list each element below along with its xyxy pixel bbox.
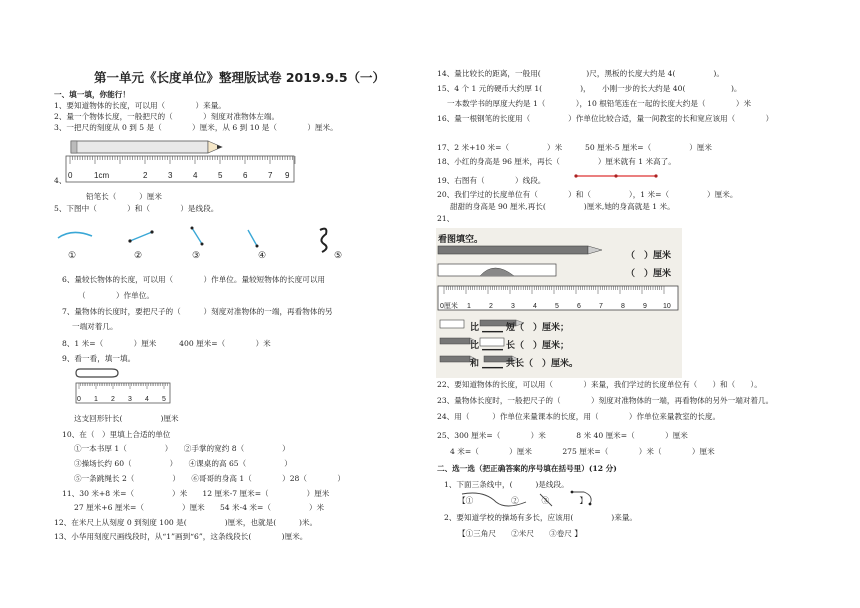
panel-ruler-digit: 6 — [577, 303, 581, 310]
question-1: 1、要知道物体的长度，可以用（ ）来量。 — [54, 101, 226, 110]
question-21: 21、 — [437, 214, 455, 223]
choice-question-2-options: 【①三角尺 ②米尺 ③卷尺 】 — [458, 529, 582, 538]
pencil-ruler-figure — [64, 136, 304, 186]
ruler-unit: 1cm — [94, 171, 110, 180]
section-one-heading: 一、填一填，你能行！ — [54, 90, 130, 99]
question-7: 7、量物体的长度时，要把尺子的（ ）刻度对准物体的一端，再看物体的另 — [62, 307, 333, 316]
question-7-cont: 一端对着几。 — [72, 322, 118, 331]
panel-row-longer: 比 ▁▁▁ 长（ ）厘米； — [470, 341, 570, 351]
line-number: ① — [68, 251, 77, 261]
question-13: 13、小华用刻度尺画线段时，从“1”画到“6”，这条线段长( )厘米。 — [54, 532, 308, 541]
section-two-heading: 二、选一选（把正确答案的序号填在括号里）(12 分) — [437, 464, 617, 473]
question-19: 19、右图有（ ）线段。 — [437, 176, 546, 185]
line-number: ③ — [192, 251, 201, 261]
choice-question-2: 2、要知道学校的操场有多长，应该用( )来量。 — [444, 513, 638, 522]
measure-figure-panel — [436, 228, 682, 378]
ruler-digit: 0 — [68, 171, 73, 180]
panel-ruler-digit: 1 — [467, 303, 471, 310]
clip-ruler-digit: 0 — [77, 396, 81, 403]
question-10: 10、在（ ）里填上合适的单位 — [62, 430, 171, 439]
question-16: 16、量一根钢笔的长度用（ ）作单位比较合适，量一间教室的长和宽应该用（ ） — [437, 114, 774, 123]
ruler-digit: 9 — [285, 171, 290, 180]
page-title: 第一单元《长度单位》整理版试卷 2019.9.5（一） — [94, 70, 386, 85]
question-15: 15、4 个 1 元的硬币大约厚 1( )， 小刚一步的长大约是 40( )。 — [437, 84, 742, 93]
ruler-digit: 2 — [143, 171, 148, 180]
question-22: 22、要知道物体的长度，可以用（ ）来量，我们学过的长度单位有（ ）和（ ）。 — [437, 380, 762, 389]
panel-ruler-digit: 7 — [599, 303, 603, 310]
panel-ruler-unit: 0厘米 — [440, 303, 458, 310]
question-11: 11、30 米+8 米=（ ）米 12 厘米-7 厘米=（ ）厘米 — [62, 489, 330, 498]
question-15-cont: 一本数学书的厚度大约是 1（ ），10 根铅笔连在一起的长度大约是（ ）米 — [447, 99, 752, 108]
question-20-cont: 甜甜的身高是 90 厘米,再长( )厘米,她的身高就是 1 米。 — [450, 202, 675, 211]
panel-row-total: 和 ▁▁▁ 共长（ ）厘米。 — [470, 359, 579, 369]
clip-ruler-digit: 4 — [145, 396, 149, 403]
clip-ruler-digit: 5 — [162, 396, 166, 403]
question-2: 2、量一个物体长度，一般把尺的（ ）刻度对准物体左端。 — [54, 112, 280, 121]
line-number: ② — [134, 251, 143, 261]
paperclip-ruler-figure — [74, 367, 174, 405]
panel-ruler-digit: 4 — [533, 303, 537, 310]
ruler-digit: 4 — [193, 171, 198, 180]
panel-blank-eraser: （ ）厘米 — [626, 269, 672, 279]
question-10-a: ①一本书厚 1（ ） ②手掌的宽约 8（ ） — [74, 444, 290, 453]
question-11-cont: 27 厘米+6 厘米=（ ）厘米 54 米-4 米=（ ）米 — [74, 503, 325, 512]
question-24: 24、用（ ）作单位来量课本的长度，用（ ）作单位来量教室的长度。 — [437, 412, 721, 421]
question-4: 4、 — [54, 176, 67, 185]
question-10-c: ⑤一条跳绳长 2（ ） ⑥哥哥的身高 1（ ）28（ ） — [74, 474, 345, 483]
question-8: 8、1 米=（ ）厘米 400 厘米=（ ）米 — [62, 339, 271, 348]
question-6: 6、量较长物体的长度，可以用（ ）作单位。量较短物体的长度可以用 — [62, 275, 326, 284]
question-18: 18、小红的身高是 96 厘米，再长（ ）厘米就有 1 米高了。 — [437, 157, 676, 166]
question-9-answer: 这支回形针长( )厘米 — [74, 414, 179, 423]
panel-ruler-digit: 3 — [511, 303, 515, 310]
question-12: 12、在米尺上从刻度 0 到刻度 100 是( )厘米，也就是( )米。 — [54, 518, 318, 527]
question-20: 20、我们学过的长度单位有（ ）和（ ），1 米=（ ）厘米。 — [437, 190, 738, 199]
question-17: 17、2 米+10 米=（ ）米 50 厘米-5 厘米=（ ）厘米 — [437, 143, 712, 152]
question-4-answer: 铅笔长（ ）厘米 — [86, 192, 162, 201]
panel-heading: 看图填空。 — [438, 235, 484, 245]
panel-ruler-digit: 10 — [663, 303, 671, 310]
panel-ruler-digit: 2 — [489, 303, 493, 310]
line-number: ⑤ — [334, 251, 343, 261]
panel-ruler-digit: 5 — [555, 303, 559, 310]
question-3: 3、一把尺的刻度从 0 到 5 是（ ）厘米，从 6 到 10 是（ ）厘米。 — [54, 123, 338, 132]
clip-ruler-digit: 1 — [94, 396, 98, 403]
ruler-digit: 5 — [218, 171, 223, 180]
question-23: 23、量物体长度时，一般把尺子的（ ）刻度对准物体的一端，再看物体的另外一端对着几。 — [437, 396, 774, 405]
ruler-digit: 6 — [243, 171, 248, 180]
lines-figure — [52, 222, 352, 262]
panel-ruler-digit: 8 — [621, 303, 625, 310]
choice-question-1-options: 【① ② ③ 】 — [458, 496, 588, 505]
panel-ruler-digit: 9 — [643, 303, 647, 310]
panel-row-shorter: 比 ▁▁▁ 短（ ）厘米； — [470, 323, 570, 333]
ruler-digit: 7 — [268, 171, 273, 180]
clip-ruler-digit: 3 — [128, 396, 132, 403]
question-14: 14、量比较长的距离，一般用( )尺，黑板的长度大约是 4( )。 — [437, 69, 724, 78]
ruler-digit: 3 — [168, 171, 173, 180]
question-10-b: ③操场长约 60（ ） ④课桌的高 65（ ） — [74, 459, 292, 468]
segment-figure — [574, 172, 658, 180]
panel-blank-pencil: （ ）厘米 — [626, 251, 672, 261]
line-number: ④ — [258, 251, 267, 261]
question-6-cont: （ ）作单位。 — [78, 291, 154, 300]
clip-ruler-digit: 2 — [111, 396, 115, 403]
question-25: 25、300 厘米=（ ）米 8 米 40 厘米=（ ）厘米 — [437, 431, 688, 440]
question-25-cont: 4 米=（ ）厘米 275 厘米=（ ）米（ ）厘米 — [450, 447, 715, 456]
question-9: 9、看一看，填一填。 — [62, 354, 136, 363]
choice-question-1: 1、下面三条线中，( )是线段。 — [444, 480, 569, 489]
question-5: 5、下图中（ ）和（ ）是线段。 — [54, 204, 219, 213]
